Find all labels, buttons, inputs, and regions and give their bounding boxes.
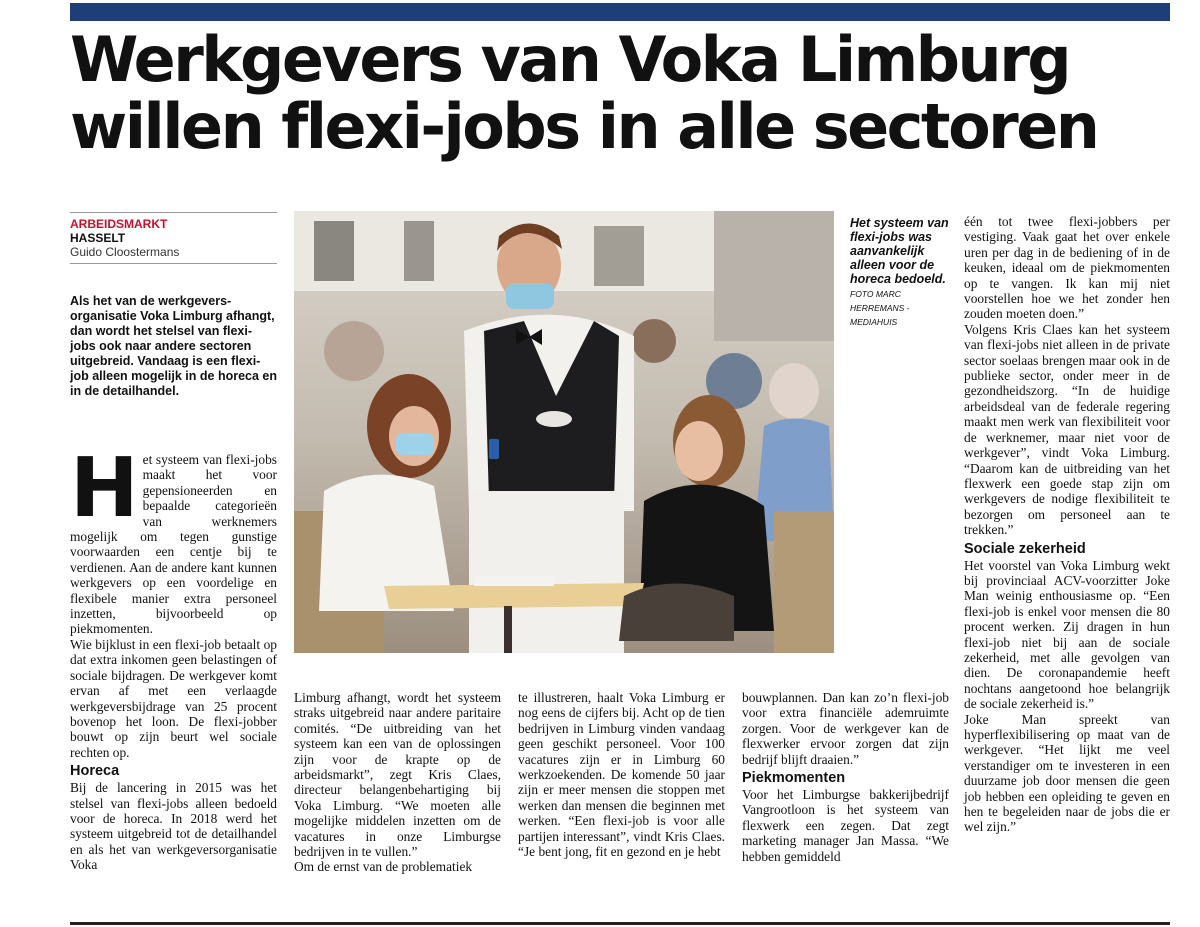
paragraph: Het voorstel van Voka Limburg wekt bij provinciaal ACV-voorzitter Joke Man weinig enthousiasme op. “Een flexi-job is enkel voor mensen die 80 procent werken. Zij dragen in hun flexi-job niet bij aan de sociale zekerheid, met alle gevolgen van dien. De coronapandemie heeft nochtans aangetoond hoe belangrijk de sociale zekerheid is.” <box>964 557 1170 712</box>
article-headline <box>70 23 1180 163</box>
top-color-bar <box>70 3 1170 21</box>
article-photo <box>294 211 834 653</box>
paragraph: te illustreren, haalt Voka Limburg er nog eens de cijfers bij. Acht op de tien bedrijven in Limburg vinden vandaag geen geschikt personeel. Voor 100 vacatures zijn er in Limburg 60 werkzoekenden. De komende 50 jaar zijn er meer mensen die stoppen met werken dan mensen die beginnen met werken. “Een flexi-job is voor alle partijen interessant”, vindt Kris Claes. “Je bent jong, fit en gezond en je hebt <box>518 690 725 860</box>
paragraph: Joke Man spreekt van hyperflexibilisering op maat van de werkgever. “Het lijkt me veel verstandiger om te investeren in een duurzame job door mensen die geen job hebben een opleiding te geven en hen te begeleiden naar de jobs die er wel zijn.” <box>964 711 1170 835</box>
author-byline: Guido Cloostermans <box>70 245 277 264</box>
bottom-rule <box>70 922 1170 925</box>
paragraph: Limburg afhangt, wordt het systeem straks uitgebreid naar andere paritaire comités. “De uitbreiding van het systeem kan een van de oplossingen zijn voor de krapte op de arbeidsmarkt”, zegt Kris Claes, directeur belangenbehartiging bij Voka Limburg. “We moeten alle mogelijke middelen inzetten om de vacatures in onze Limburgse bedrijven in te vullen.” <box>294 690 501 860</box>
paragraph: Bij de lancering in 2015 was het stelsel van flexi-jobs alleen bedoeld voor de horeca. In 2018 werd het systeem uitgebreid tot de detailhandel en als het van werkgeversorganisatie Voka <box>70 780 277 873</box>
text-column-2 <box>294 690 501 875</box>
paragraph <box>70 441 277 637</box>
paragraph: één tot twee flexi-jobbers per vestiging. Vaak gaat het over enkele uren per dag in de bediening of in de keuken, ideaal om de piekmomenten op te vangen. Ik kan mij niet voorstellen hoe we het zonder hen zouden moeten doen.” <box>964 214 1170 322</box>
paragraph: Voor het Limburgse bakkerijbedrijf Vangrootloon is het systeem van flexwerk een zegen. Dat zegt marketing manager Jan Massa. “We hebben gemiddeld <box>742 787 949 864</box>
photo-credit: FOTO MARC HERREMANS - MEDIAHUIS <box>850 289 910 327</box>
text-column-1 <box>70 441 277 873</box>
paragraph: Om de ernst van de problematiek <box>294 859 473 875</box>
text-column-5 <box>964 214 1170 835</box>
paragraph: Wie bijklust in een flexi-job betaalt op dat extra inkomen geen belastingen of sociale bijdragen. De werkgever komt ervan af met een verlaagde werkgeversbijdrage van 25 procent bovenop het loon. De flexi-jobber bouwt op zijn beurt wel sociale rechten op. <box>70 636 277 760</box>
subheading-sociale-zekerheid: Sociale zekerheid <box>964 540 1086 557</box>
paragraph: Volgens Kris Claes kan het systeem van flexi-jobs niet alleen in de private sector soelaas brengen maar ook in de publieke sector, onder meer in de gezondheidszorg. “In de huidige arbeidsdeal van de federale regering maakt men werk van flexibiliteit voor de werknemer, maar niet voor de werkgever”, vindt Voka Limburg. “Daarom kan de uitbreiding van het flexwerk een goede stap zijn om werkgevers de nodige flexibiliteit te bezorgen om personeel aan te trekken.” <box>964 321 1170 538</box>
subheading-piekmomenten: Piekmomenten <box>742 770 846 787</box>
paragraph-text: et systeem van flexi-jobs maakt het voor gepensioneerden en bepaalde categorieën van werknemers mogelijk om tegen gunstige voorwaarden een centje bij te verdienen. Aan de andere kant kunnen werkgevers op een voordelige en flexibele manier extra personeel inzetten, bijvoorbeeld op piekmomenten. <box>70 452 277 637</box>
photo-waiter-terrace-illustration <box>294 211 834 653</box>
drop-cap: H <box>70 441 137 536</box>
text-column-3 <box>518 690 725 859</box>
location-label: HASSELT <box>70 231 126 245</box>
article-meta <box>70 212 277 264</box>
caption-text: Het systeem van flexi-jobs was aanvankelijk alleen voor de horeca bedoeld. <box>850 216 949 286</box>
text-column-4 <box>742 690 949 864</box>
section-label: ARBEIDSMARKT <box>70 217 168 231</box>
headline-line-2: willen flexi-jobs in alle sectoren <box>70 90 1098 163</box>
photo-caption <box>850 216 950 328</box>
paragraph: bouwplannen. Dan kan zo’n flexi-job voor extra financiële ademruimte zorgen. Voor de werkgever kan de flexwerker ervoor zorgen dat zijn bedrijf blijft draaien.” <box>742 690 949 767</box>
subheading-horeca: Horeca <box>70 763 120 780</box>
headline-line-1: Werkgevers van Voka Limburg <box>70 23 1070 96</box>
article-lead: Als het van de werkgeversorganisatie Voka Limburg afhangt, dan wordt het stelsel van flexi-jobs ook naar andere sectoren uitgebreid. Vandaag is een flexi-job alleen mogelijk in de horeca en in de detailhandel. <box>70 294 278 398</box>
